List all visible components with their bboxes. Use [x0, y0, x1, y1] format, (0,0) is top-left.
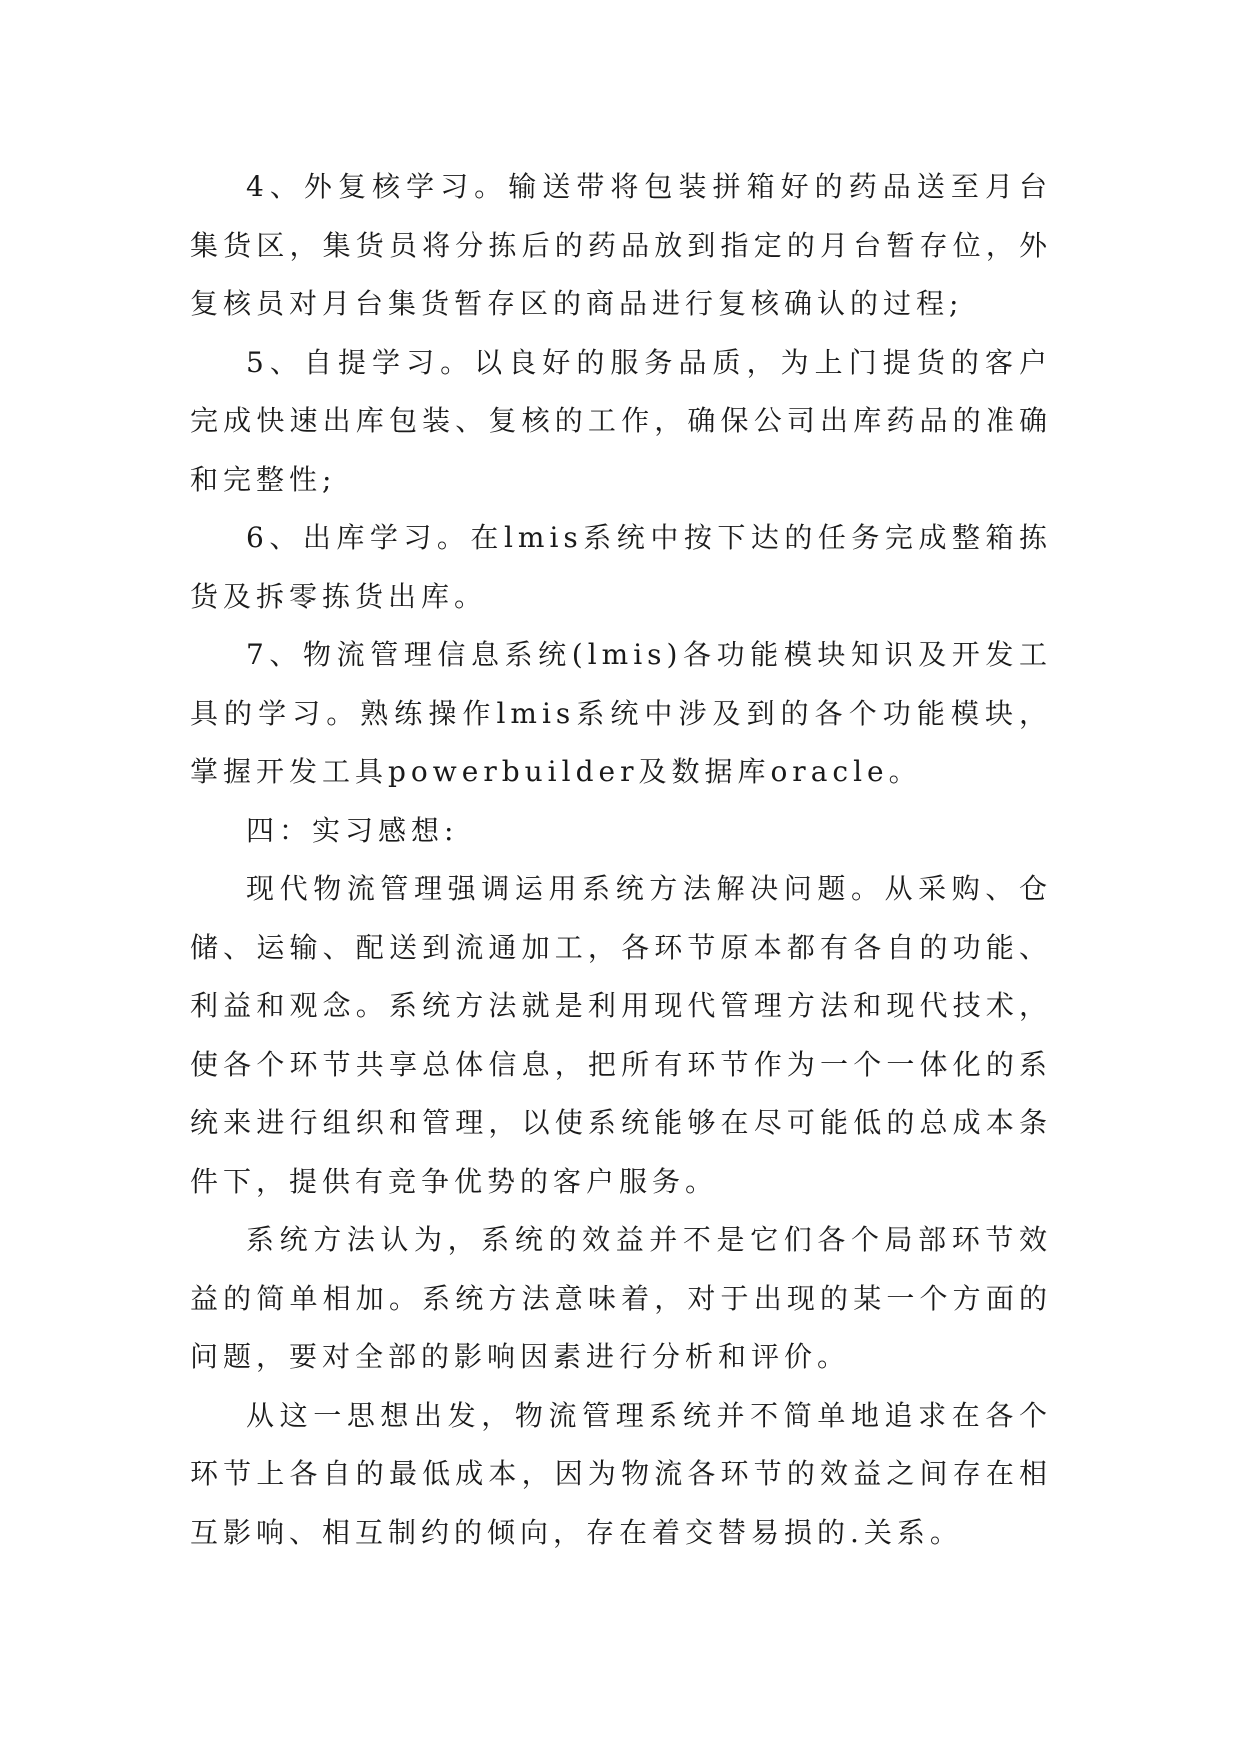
- paragraph-system-method: 现代物流管理强调运用系统方法解决问题。从采购、仓储、运输、配送到流通加工，各环节原本都有各自的功能、利益和观念。系统方法就是利用现代管理方法和现代技术，使各个环节共享总体信息，把所有环节作为一个一体化的系统来进行组织和管理，以使系统能够在尽可能低的总成本条件下，提供有竞争优势的客户服务。: [190, 872, 1052, 1198]
- section-heading-reflections: 四：实习感想:: [246, 813, 459, 847]
- paragraph-self-pickup: 5、自提学习。以良好的服务品质，为上门提货的客户完成快速出库包装、复核的工作，确保公司出库药品的准确和完整性;: [190, 345, 1052, 496]
- document-body: [190, 158, 1052, 1562]
- paragraph-lmis-modules: 7、物流管理信息系统(lmis)各功能模块知识及开发工具的学习。熟练操作lmis系统中涉及到的各个功能模块，掌握开发工具powerbuilder及数据库oracle。: [190, 638, 1052, 788]
- paragraph-outbound: 6、出库学习。在lmis系统中按下达的任务完成整箱拣货及拆零拣货出库。: [190, 521, 1052, 613]
- paragraph-system-benefit: 系统方法认为，系统的效益并不是它们各个局部环节效益的简单相加。系统方法意味着，对于出现的某一个方面的问题，要对全部的影响因素进行分析和评价。: [190, 1223, 1052, 1373]
- paragraph-outer-review: 4、外复核学习。输送带将包装拼箱好的药品送至月台集货区，集货员将分拣后的药品放到指定的月台暂存位，外复核员对月台集货暂存区的商品进行复核确认的过程;: [190, 170, 1052, 320]
- paragraph-trade-off: 从这一思想出发，物流管理系统并不简单地追求在各个环节上各自的最低成本，因为物流各环节的效益之间存在相互影响、相互制约的倾向，存在着交替易损的.关系。: [190, 1398, 1052, 1549]
